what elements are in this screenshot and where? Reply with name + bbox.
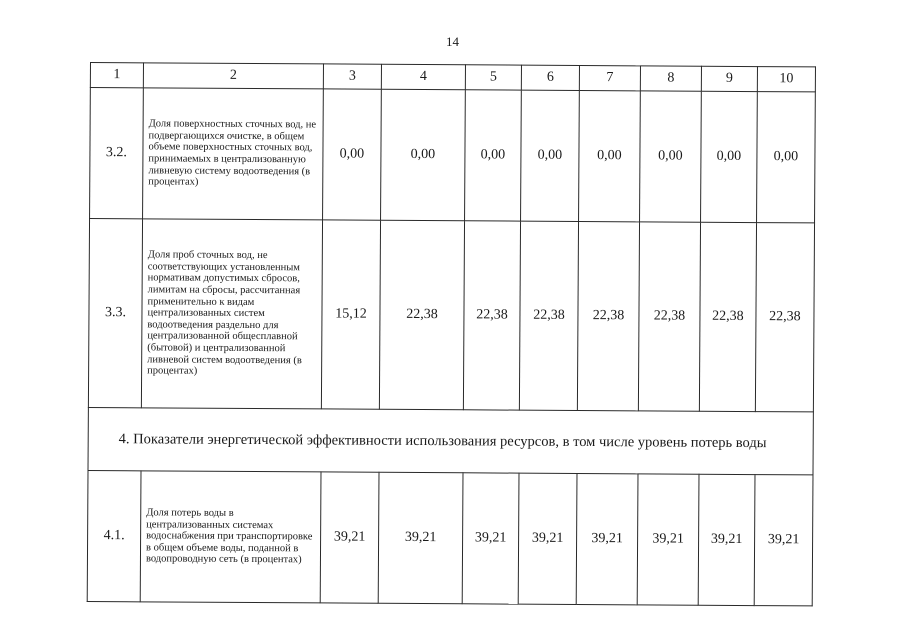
header-cell: 8	[640, 66, 701, 91]
value-cell: 0,00	[579, 90, 641, 221]
row-index: 3.3.	[88, 219, 142, 408]
header-cell: 6	[521, 65, 579, 90]
value-cell: 22,38	[699, 222, 756, 411]
indicator-table	[87, 62, 816, 606]
row-description: Доля потерь воды в централизованных системах водоснабжения при транспортировке в общем объеме воды, поданной в водопроводную сеть (в процентах)	[140, 471, 321, 603]
value-cell: 39,21	[518, 473, 577, 604]
header-cell: 3	[323, 64, 381, 89]
value-cell: 22,38	[577, 221, 639, 410]
page-number: 14	[446, 34, 459, 49]
value-cell: 0,00	[381, 89, 466, 221]
value-cell: 39,21	[698, 474, 755, 605]
value-cell: 0,00	[323, 89, 382, 220]
header-cell: 9	[701, 66, 757, 91]
table-row	[87, 470, 813, 605]
table-row	[90, 88, 816, 223]
value-cell: 0,00	[465, 90, 522, 221]
header-cell: 7	[579, 65, 640, 90]
header-cell: 5	[465, 65, 521, 90]
value-cell: 39,21	[754, 475, 813, 606]
value-cell: 22,38	[638, 222, 700, 411]
value-cell: 39,21	[378, 472, 463, 604]
row-description: Доля проб сточных вод, не соответствующих установленным нормативам допустимых сбросов, лимитам на сбросы, рассчитанная применительно к видам централизованных систем водоотведения раздельно для централизованной общесплавной (бытовой) и централизованной ливневой систем водоотведения (в процентах)	[141, 219, 322, 409]
header-cell: 1	[90, 63, 143, 88]
value-cell: 22,38	[519, 221, 578, 410]
section-row	[88, 407, 813, 474]
row-index: 4.1.	[87, 470, 141, 601]
section-title: 4. Показатели энергетической эффективности использования ресурсов, в том числе уровень потерь воды	[88, 407, 813, 474]
value-cell: 0,00	[701, 91, 758, 222]
value-cell: 39,21	[462, 473, 519, 604]
value-cell: 15,12	[321, 220, 380, 409]
value-cell: 39,21	[637, 474, 699, 605]
row-index: 3.2.	[90, 88, 144, 219]
value-cell: 22,38	[379, 220, 464, 410]
value-cell: 0,00	[521, 90, 580, 221]
header-cell: 10	[757, 67, 815, 92]
header-cell: 2	[143, 63, 323, 89]
table-row	[88, 219, 814, 412]
value-cell: 0,00	[757, 92, 816, 223]
value-cell: 22,38	[755, 223, 814, 412]
value-cell: 0,00	[640, 91, 702, 222]
value-cell: 22,38	[463, 221, 520, 410]
row-description: Доля поверхностных сточных вод, не подвергающихся очистке, в общем объеме поверхностных сточных вод, принимаемых в централизованную ливневую систему водоотведения (в процентах)	[143, 88, 324, 220]
value-cell: 39,21	[576, 473, 638, 604]
header-cell: 4	[381, 64, 465, 90]
value-cell: 39,21	[320, 472, 379, 603]
